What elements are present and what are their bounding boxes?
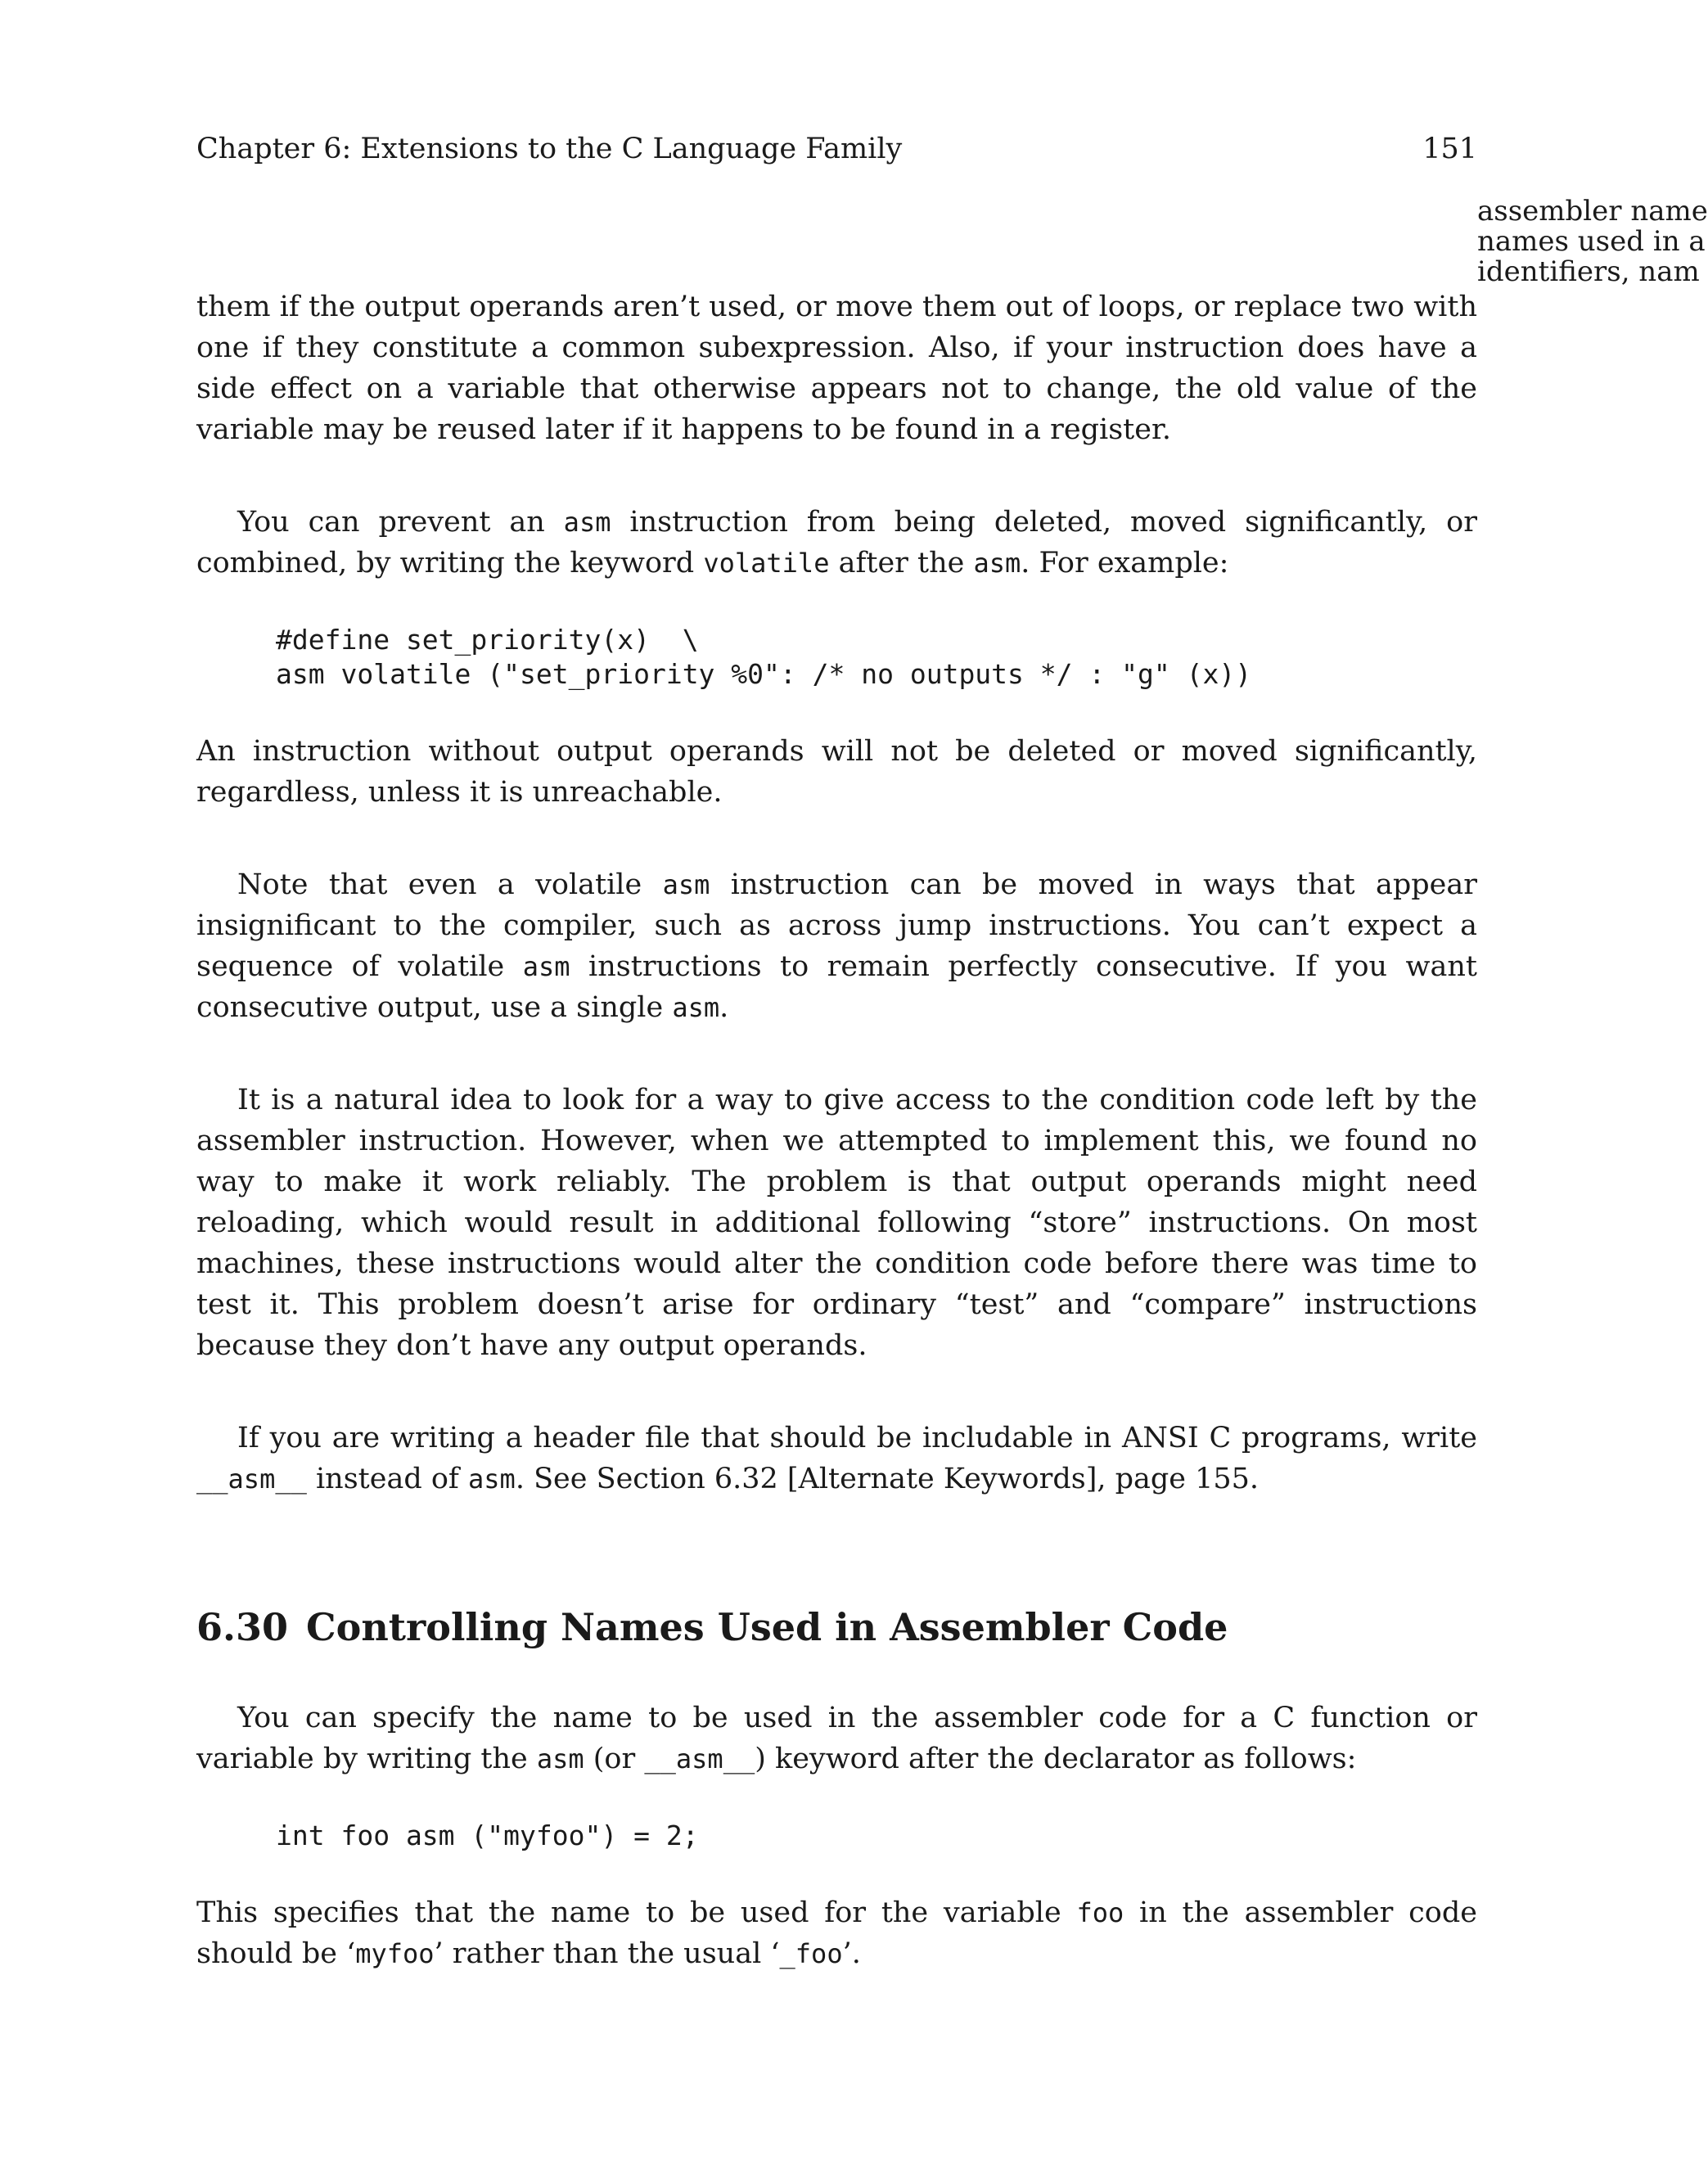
running-header	[196, 131, 1477, 167]
code-example-myfoo	[276, 1819, 1477, 1853]
code-line: #define set_priority(x) \	[276, 624, 699, 656]
index-entry: names used in a	[1477, 225, 1706, 258]
section-heading	[196, 1604, 1477, 1650]
margin-index-entries	[1477, 195, 1708, 288]
paragraph-consecutive: Note that even a volatile asm instruction can be moved in ways that appear insignificant to the compiler, such as across jump instructions. You can’t expect a sequence of volatile asm instructions to remain perfectly consecutive. If you want consecutive output, use a single asm.	[196, 868, 1477, 1024]
code-example-set-priority	[276, 623, 1477, 692]
index-entry: assembler name	[1477, 195, 1708, 228]
code-line: int foo asm ("myfoo") = 2;	[276, 1820, 699, 1851]
index-entry: identifiers, nam	[1477, 255, 1700, 288]
section-title: Controlling Names Used in Assembler Code	[306, 1605, 1228, 1649]
paragraph-myfoo-explanation: This specifies that the name to be used for the variable foo in the assembler code should be ‘myfoo’ rather than the usual ‘_foo’.	[196, 1896, 1477, 1970]
code-line: asm volatile ("set_priority %0": /* no outputs */ : "g" (x))	[276, 658, 1252, 690]
body-text	[196, 286, 1477, 2026]
paragraph-no-output-operands: An instruction without output operands will not be deleted or moved significantly, regardless, unless it is unreachable.	[196, 735, 1477, 809]
paragraph-volatile: You can prevent an asm instruction from being deleted, moved significantly, or combined, by writing the keyword volatile after the asm. For example:	[196, 506, 1477, 579]
paragraph-condition-code: It is a natural idea to look for a way to give access to the condition code left by the assembler instruction. However, when we attempted to implement this, we found no way to make it work reliably. The problem is that output operands might need reloading, which would result in additional following “store” instructions. On most machines, these instructions would alter the condition code before there was time to test it. This problem doesn’t arise for ordinary “test” and “compare” instructions because they don’t have any output operands.	[196, 1084, 1477, 1362]
paragraph-specify-name: You can specify the name to be used in the assembler code for a C function or variable by writing the asm (or __asm__) keyword after the declarator as follows:	[196, 1702, 1477, 1775]
paragraph-continuation: them if the output operands aren’t used, or move them out of loops, or replace two with one if they constitute a common subexpression. Also, if your instruction does have a side effect on a variable that otherwise appears not to change, the old value of the variable may be reused later if it happens to be found in a register.	[196, 291, 1477, 446]
section-number: 6.30	[196, 1605, 289, 1649]
page-number: 151	[1422, 133, 1477, 165]
paragraph-ansi-header: If you are writing a header file that should be includable in ANSI C programs, write __asm__ instead of asm. See Section 6.32 [Alternate Keywords], page 155.	[196, 1422, 1477, 1495]
chapter-title: Chapter 6: Extensions to the C Language Family	[196, 133, 903, 165]
